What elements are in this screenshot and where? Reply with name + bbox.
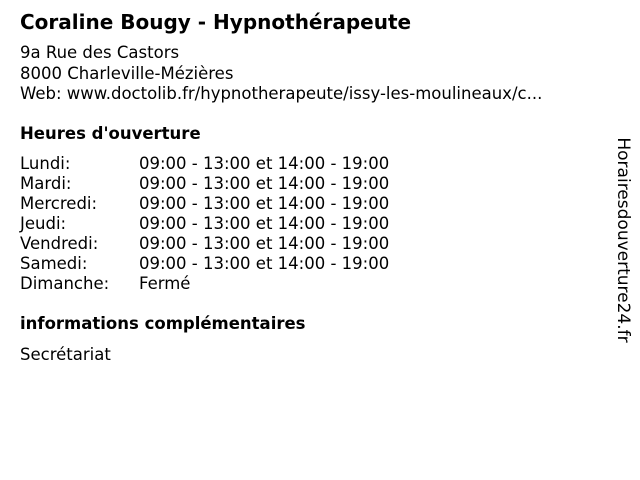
time-value: 09:00 - 13:00 et 14:00 - 19:00 xyxy=(139,194,390,213)
day-label: Vendredi: xyxy=(20,234,99,253)
city-address: 8000 Charleville-Mézières xyxy=(20,63,234,83)
time-value: 09:00 - 13:00 et 14:00 - 19:00 xyxy=(139,254,390,273)
day-label: Samedi: xyxy=(20,254,88,273)
address-block xyxy=(20,43,542,105)
time-value: 09:00 - 13:00 et 14:00 - 19:00 xyxy=(139,214,390,233)
hours-row-dimanche xyxy=(20,274,389,294)
website-text: Web: www.doctolib.fr/hypnotherapeute/issy-les-moulineaux/c... xyxy=(20,84,543,103)
time-value: 09:00 - 13:00 et 14:00 - 19:00 xyxy=(139,234,390,253)
day-label: Mardi: xyxy=(20,174,72,193)
hours-row-samedi xyxy=(20,254,389,274)
hours-row-jeudi xyxy=(20,214,389,234)
time-value: 09:00 - 13:00 et 14:00 - 19:00 xyxy=(139,154,390,173)
page-title: Coraline Bougy - Hypnothérapeute xyxy=(20,10,412,34)
hours-row-vendredi xyxy=(20,234,389,254)
day-label: Lundi: xyxy=(20,154,71,173)
hours-row-mardi xyxy=(20,174,389,194)
additional-info-heading: informations complémentaires xyxy=(20,314,306,333)
street-address: 9a Rue des Castors xyxy=(20,43,180,62)
time-value: 09:00 - 13:00 et 14:00 - 19:00 xyxy=(139,174,390,193)
opening-hours-list xyxy=(20,154,389,294)
time-value: Fermé xyxy=(139,274,191,293)
day-label: Dimanche: xyxy=(20,274,110,293)
additional-info-text: Secrétariat xyxy=(20,345,111,364)
day-label: Mercredi: xyxy=(20,194,98,213)
site-watermark: Horairesdouverture24.fr xyxy=(613,137,633,343)
opening-hours-heading: Heures d'ouverture xyxy=(20,124,201,143)
day-label: Jeudi: xyxy=(20,214,67,233)
hours-row-lundi xyxy=(20,154,389,174)
hours-row-mercredi xyxy=(20,194,389,214)
